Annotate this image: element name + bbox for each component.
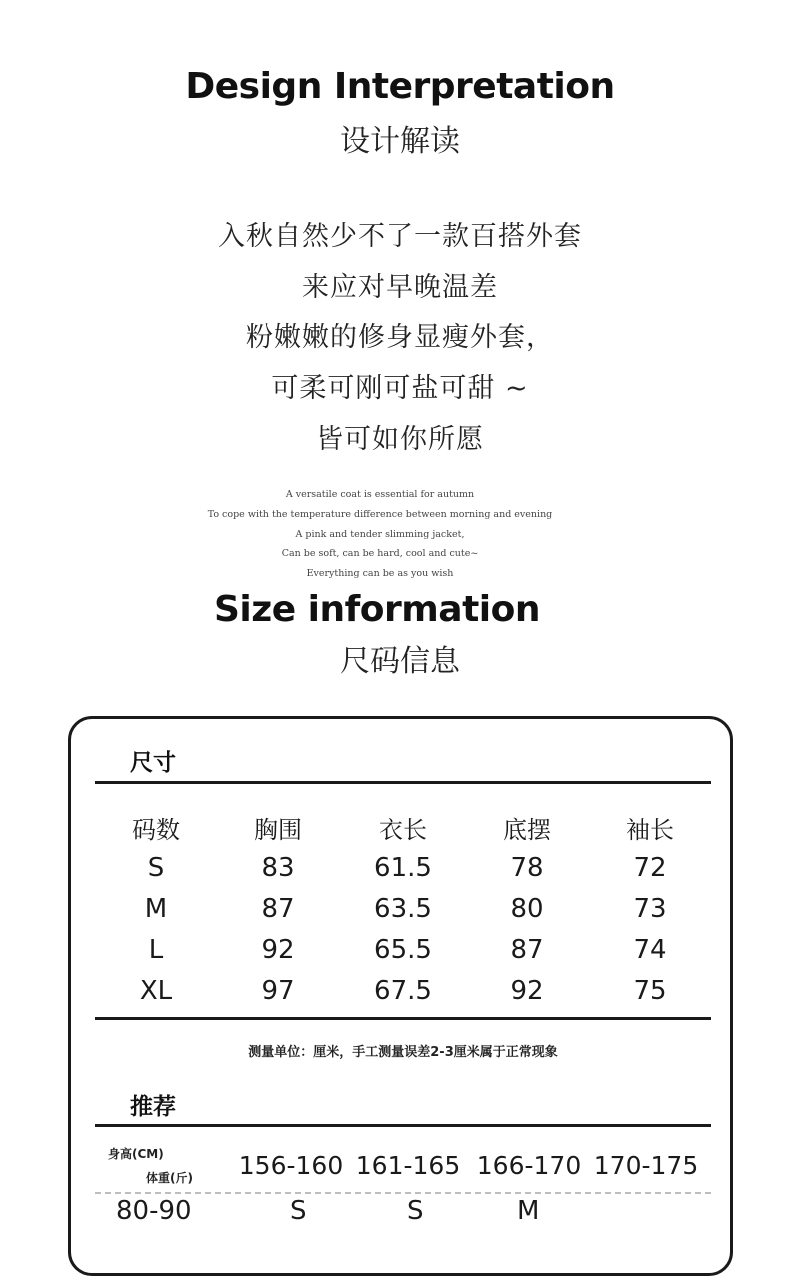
size-cell: 87 (261, 894, 295, 924)
weight-label: 体重(斤) (146, 1171, 193, 1185)
size-top-rule (95, 781, 711, 784)
design-line-cn: 可柔可刚可盐可甜 ~ (271, 373, 529, 404)
size-cell: 67.5 (374, 976, 432, 1006)
size-header: 底摆 (503, 816, 551, 844)
measurement-note: 测量单位：厘米，手工测量误差2-3厘米属于正常现象 (248, 1045, 558, 1060)
design-line-en: To cope with the temperature difference between morning and evening (207, 509, 553, 520)
height-range: 161-165 (355, 1151, 461, 1180)
size-cell: 87 (510, 935, 544, 965)
height-range: 170-175 (593, 1151, 699, 1180)
design-line-en: Everything can be as you wish (306, 568, 454, 579)
recommend-size: M (517, 1196, 540, 1226)
recommend-divider (95, 1192, 711, 1194)
size-cell: 78 (510, 853, 544, 883)
size-cell: 73 (633, 894, 667, 924)
size-cell: 74 (633, 935, 667, 965)
recommend-size: S (290, 1196, 307, 1226)
size-cell: 72 (633, 853, 667, 883)
size-cell: 92 (261, 935, 295, 965)
design-line-cn: 皆可如你所愿 (316, 424, 484, 455)
size-cell: XL (139, 976, 173, 1006)
size-header: 码数 (132, 816, 180, 844)
design-line-en: Can be soft, can be hard, cool and cute~ (281, 548, 479, 559)
size-cell: L (148, 935, 164, 965)
size-cell: 92 (510, 976, 544, 1006)
size-cell: 63.5 (374, 894, 432, 924)
weight-range: 80-90 (116, 1196, 192, 1226)
size-cell: 83 (261, 853, 295, 883)
design-title-en: Design Interpretation (185, 66, 615, 107)
size-header: 胸围 (254, 816, 302, 844)
design-line-cn: 粉嫩嫩的修身显瘦外套， (246, 322, 554, 353)
size-cell: S (147, 853, 165, 883)
size-cell: 80 (510, 894, 544, 924)
size-header: 衣长 (379, 816, 427, 844)
design-line-cn: 入秋自然少不了一款百搭外套 (218, 221, 582, 252)
recommend-top-rule (95, 1124, 711, 1127)
height-range: 156-160 (238, 1151, 344, 1180)
recommend-section-label: 推荐 (130, 1094, 176, 1120)
recommend-size: S (407, 1196, 424, 1226)
design-line-cn: 来应对早晚温差 (302, 272, 498, 303)
size-info-title-en: Size information (213, 589, 540, 630)
design-line-en: A pink and tender slimming jacket, (295, 529, 465, 540)
size-cell: 97 (261, 976, 295, 1006)
size-cell: 65.5 (374, 935, 432, 965)
size-info-title-cn: 尺码信息 (340, 644, 460, 679)
height-label: 身高(CM) (108, 1147, 164, 1161)
size-header: 袖长 (626, 816, 674, 844)
design-line-en: A versatile coat is essential for autumn (285, 489, 475, 500)
size-cell: 61.5 (374, 853, 432, 883)
size-bottom-rule (95, 1017, 711, 1020)
size-cell: M (144, 894, 168, 924)
design-title-cn: 设计解读 (340, 124, 460, 159)
size-cell: 75 (633, 976, 667, 1006)
height-range: 166-170 (476, 1151, 582, 1180)
size-section-label: 尺寸 (130, 750, 176, 776)
